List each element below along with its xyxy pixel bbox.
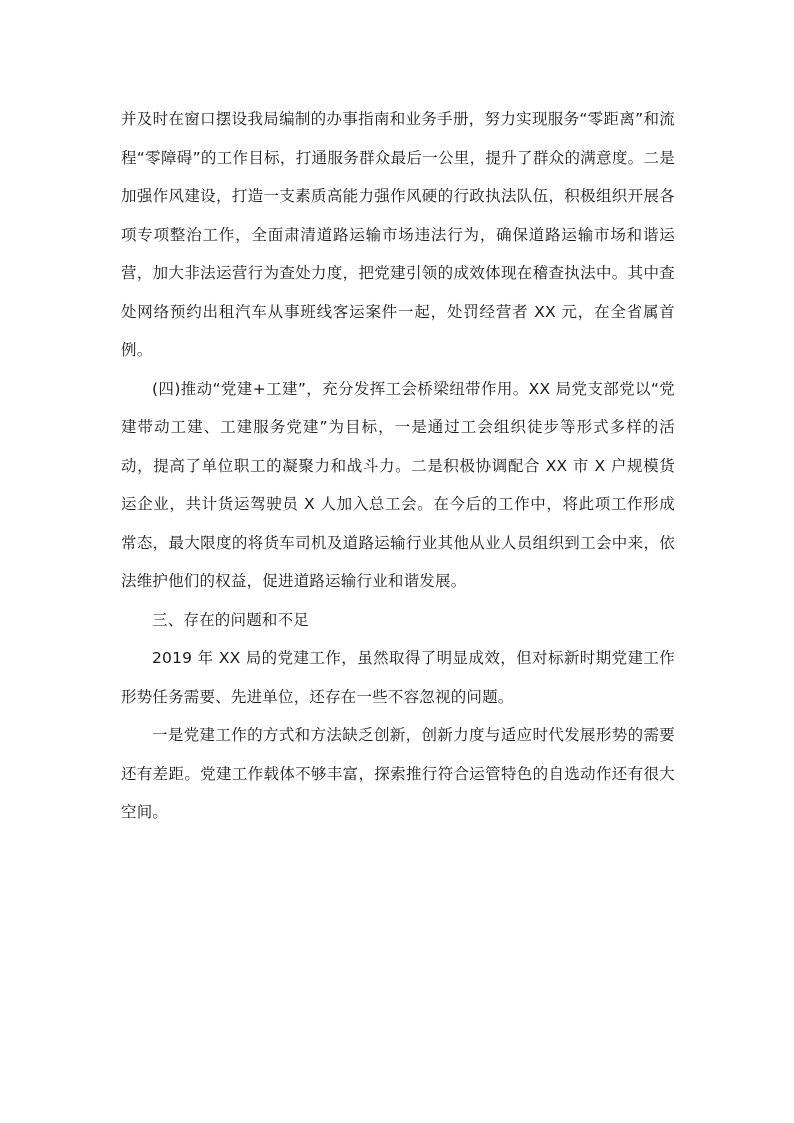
paragraph-continuation: 并及时在窗口摆设我局编制的办事指南和业务手册，努力实现服务“零距离”和流程“零障碍”的工作目标，打通服务群众最后一公里，提升了群众的满意度。二是加强作风建设，打造一支素质高能力强作风硬的行政执法队伍，积极组织开展各项专项整治工作，全面肃清道路运输市场违法行为，确保道路运输市场和谐运营，加大非法运营行为查处力度，把党建引领的成效体现在稽查执法中。其中查处网络预约出租汽车从事班线客运案件一起，处罚经营者 XX 元，在全省属首例。: [121, 110, 675, 359]
paragraph-problems-intro: 2019 年 XX 局的党建工作，虽然取得了明显成效，但对标新时期党建工作形势任务需要、先进单位，还存在一些不容忽视的问题。: [121, 649, 675, 706]
section-heading-problems: 三、存在的问题和不足: [152, 610, 310, 629]
paragraph-party-union: (四)推动“党建+工建”，充分发挥工会桥梁纽带作用。XX 局党支部党以“党建带动工建、工建服务党建”为目标，一是通过工会组织徒步等形式多样的活动，提高了单位职工的凝聚力和战斗力。二是积极协调配合 XX 市 X 户规模货运企业，共计货运驾驶员 X 人加入总工会。在今后的工作中，将此项工作形成常态，最大限度的将货车司机及道路运输行业其他从业人员组织到工会中来，依法维护他们的权益，促进道路运输行业和谐发展。: [121, 379, 675, 590]
paragraph-problem-one: 一是党建工作的方式和方法缺乏创新，创新力度与适应时代发展形势的需要还有差距。党建工作载体不够丰富，探索推行符合运管特色的自选动作还有很大空间。: [121, 726, 675, 821]
document-body: [121, 100, 675, 832]
